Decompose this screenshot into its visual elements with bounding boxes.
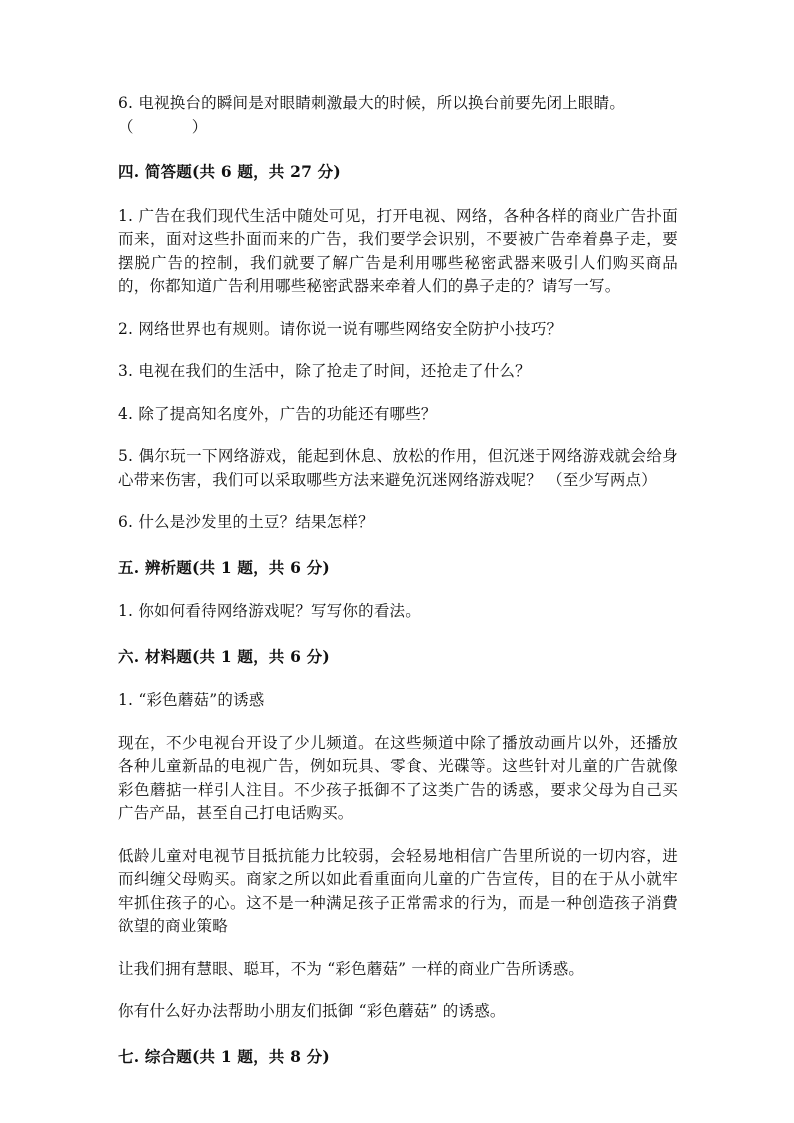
question-6-true-false bbox=[118, 92, 678, 139]
section-4-question-4: 4. 除了提高知名度外，广告的功能还有哪些？ bbox=[118, 404, 437, 423]
section-4-question-6: 6. 什么是沙发里的土豆？结果怎样？ bbox=[118, 513, 374, 531]
question-text: 6. 电视换台的瞬间是对眼睛刺激最大的时候，所以换台前要先闭上眼睛。 bbox=[118, 94, 626, 112]
material-paragraph-2: 低龄儿童对电视节目抵抗能力比较弱，会轻易地相信广告里所说的一切内容，进而纠缠父母购买。商家之所以如此看重面向儿童的广告宣传，目的在于从小就牢牢抓住孩子的心。这不是一种满足孩子正常需求的行为，而是一种创造孩子消費欲望的商业策略 bbox=[118, 846, 678, 935]
section-4-question-2: 2. 网络世界也有规则。请你说一说有哪些网络安全防护小技巧？ bbox=[118, 319, 563, 338]
material-question: 你有什么好办法帮助小朋友们抵御 “彩色蘑菇” 的诱惑。 bbox=[118, 1002, 506, 1020]
section-6-heading: 六. 材料题(共 1 题，共 6 分) bbox=[118, 646, 330, 666]
exam-page bbox=[118, 92, 678, 1068]
answer-paren-open: （ bbox=[118, 117, 134, 136]
material-paragraph-3: 让我们拥有慧眼、聪耳，不为 “彩色蘑菇” 一样的商业广告所诱惑。 bbox=[118, 959, 585, 978]
section-7-heading: 七. 综合题(共 1 题，共 8 分) bbox=[118, 1046, 330, 1066]
answer-paren-close: ） bbox=[191, 117, 208, 136]
section-4-question-5: 5. 偶尔玩一下网络游戏，能起到休息、放松的作用，但沉迷于网络游戏就会给身心带来伤害，我们可以采取哪些方法来避免沉迷网络游戏呢？ （至少写两点） bbox=[118, 447, 678, 489]
section-4-heading: 四. 简答题(共 6 题，共 27 分) bbox=[118, 162, 341, 181]
section-6-question-1-title: 1. “彩色蘑菇”的诱惑 bbox=[118, 691, 265, 709]
section-4-question-3: 3. 电视在我们的生活中，除了抢走了时间，还抢走了什么？ bbox=[118, 362, 531, 380]
section-5-heading: 五. 辨析题(共 1 题，共 6 分) bbox=[118, 557, 330, 577]
section-5-question-1: 1. 你如何看待网络游戏呢？写写你的看法。 bbox=[118, 602, 421, 620]
material-paragraph-1: 现在，不少电视台开设了少儿频道。在这些频道中除了播放动画片以外，还播放各种儿童新品的电视广告，例如玩具、零食、光碟等。这些针对儿童的广告就像彩色蘑掂一样引人注目。不少孩子抵御不了这类广告的诱惑，要求父母为自己买广告产品，甚至自己打电话购买。 bbox=[118, 733, 678, 822]
section-4-question-1: 1. 广告在我们现代生活中随处可见，打开电视、网络，各种各样的商业广告扑面而来，面对这些扑面而来的广告，我们要学会识别，不要被广告牵着鼻子走，要摆脱广告的控制，我们就要了解广告是利用哪些秘密武器来吸引人们购买商品的，你都知道广告利用哪些秘密武器来牵着人们的鼻子走的？请写一写。 bbox=[118, 206, 678, 295]
